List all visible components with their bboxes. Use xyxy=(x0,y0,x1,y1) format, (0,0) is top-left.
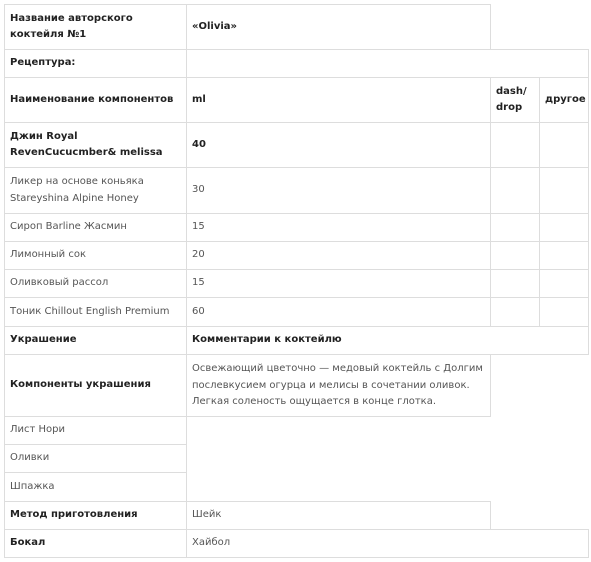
ingredient-dash xyxy=(490,241,540,270)
ingredient-ml: 30 xyxy=(186,167,491,214)
method-value: Шейк xyxy=(186,501,491,530)
comments-label: Комментарии к коктейлю xyxy=(186,326,589,355)
ingredient-ml: 60 xyxy=(186,297,491,327)
dash-header: dash/ drop xyxy=(490,77,540,123)
method-label: Метод приготовления xyxy=(4,501,187,530)
garnish-item: Оливки xyxy=(4,444,187,473)
ingredient-name: Лимонный сок xyxy=(4,241,187,270)
ingredient-other xyxy=(539,269,589,298)
other-header: другое xyxy=(539,77,589,123)
title-value: «Olivia» xyxy=(186,4,491,50)
ingredient-dash xyxy=(490,122,540,168)
ingredient-ml: 40 xyxy=(186,122,491,168)
ingredient-dash xyxy=(490,213,540,242)
ingredient-other xyxy=(539,213,589,242)
comment-text: Освежающий цветочно — медовый коктейль с Долгим послевкусием огурца и мелисы в сочетании оливок. Легкая соленость ощущается в конце глотка. xyxy=(186,354,491,417)
ingredient-other xyxy=(539,167,589,214)
ingredient-dash xyxy=(490,269,540,298)
garnish-item: Лист Нори xyxy=(4,416,187,445)
ingredient-dash xyxy=(490,167,540,214)
ingredient-name: Тоник Chillout English Premium xyxy=(4,297,187,327)
glass-value: Хайбол xyxy=(186,529,589,558)
ingredient-name: Ликер на основе коньяка Stareyshina Alpine Honey xyxy=(4,167,187,214)
ingredient-ml: 15 xyxy=(186,213,491,242)
recipe-spacer xyxy=(186,49,589,78)
ingredient-other xyxy=(539,122,589,168)
ingredient-name: Сироп Barline Жасмин xyxy=(4,213,187,242)
ingredient-name: Оливковый рассол xyxy=(4,269,187,298)
ingredient-dash xyxy=(490,297,540,327)
ingredient-name: Джин Royal RevenCucucmber& melissa xyxy=(4,122,187,168)
ingredient-ml: 15 xyxy=(186,269,491,298)
garnish-label: Украшение xyxy=(4,326,187,355)
garnish-item: Шпажка xyxy=(4,472,187,502)
ml-header: ml xyxy=(186,77,491,123)
recipe-label: Рецептура: xyxy=(4,49,187,78)
ingredient-other xyxy=(539,241,589,270)
component-header: Наименование компонентов xyxy=(4,77,187,123)
ingredient-other xyxy=(539,297,589,327)
ingredient-ml: 20 xyxy=(186,241,491,270)
title-label: Название авторского коктейля №1 xyxy=(4,4,187,50)
glass-label: Бокал xyxy=(4,529,187,558)
garnish-components-label: Компоненты украшения xyxy=(4,354,187,417)
